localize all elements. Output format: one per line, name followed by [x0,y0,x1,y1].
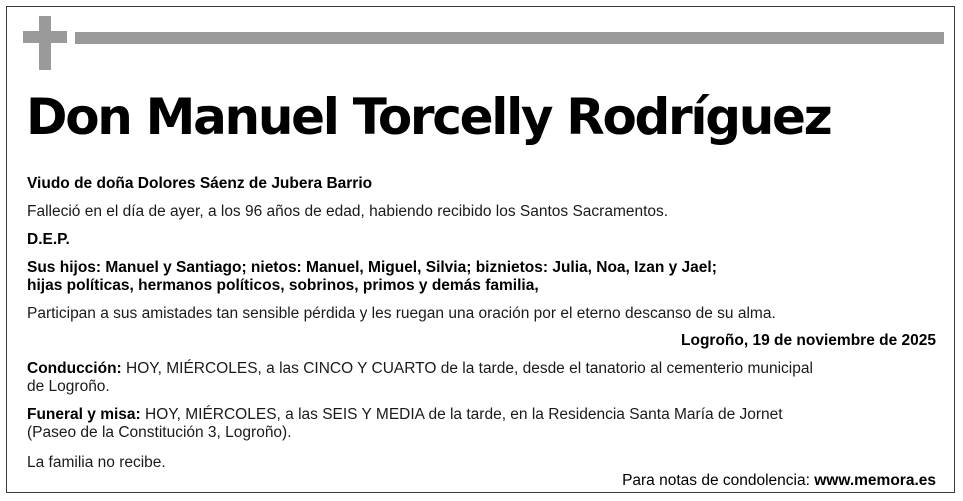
conduccion-text: HOY, MIÉRCOLES, a las CINCO Y CUARTO de la tarde, desde el tanatorio al cementerio municipal [126,360,813,377]
family-line-2: hijas políticas, hermanos políticos, sobrinos, primos y demás familia, [27,277,539,294]
participation-line: Participan a sus amistades tan sensible pérdida y les ruegan una oración por el eterno descanso de su alma. [27,305,776,322]
widow-line: Viudo de doña Dolores Sáenz de Jubera Barrio [27,175,373,192]
place-date: Logroño, 19 de noviembre de 2025 [681,332,936,349]
funeral-text: HOY, MIÉRCOLES, a las SEIS Y MEDIA de la tarde, en la Residencia Santa María de Jornet [145,406,783,423]
condolence-line [622,472,936,490]
conduccion-line-1 [27,360,813,378]
funeral-line-1 [27,406,783,424]
conduccion-label: Conducción: [27,360,122,377]
header-rule [75,32,944,44]
family-line-1: Sus hijos: Manuel y Santiago; nietos: Manuel, Miguel, Silvia; biznietos: Julia, Noa, Izan y Jael; [27,259,717,276]
condolence-site-link[interactable]: www.memora.es [814,472,936,489]
cross-icon [39,16,51,70]
condolence-label: Para notas de condolencia: [622,472,810,489]
conduccion-line-2: de Logroño. [27,378,110,395]
death-line: Falleció en el día de ayer, a los 96 años de edad, habiendo recibido los Santos Sacramentos. [27,203,669,220]
funeral-line-2: (Paseo de la Constitución 3, Logroño). [27,424,292,441]
cross-icon-bar [23,31,67,43]
no-recibe-line: La familia no recibe. [27,454,166,471]
funeral-label: Funeral y misa: [27,406,141,423]
dep-line: D.E.P. [27,231,70,248]
deceased-name: Don Manuel Torcelly Rodríguez [26,88,831,146]
